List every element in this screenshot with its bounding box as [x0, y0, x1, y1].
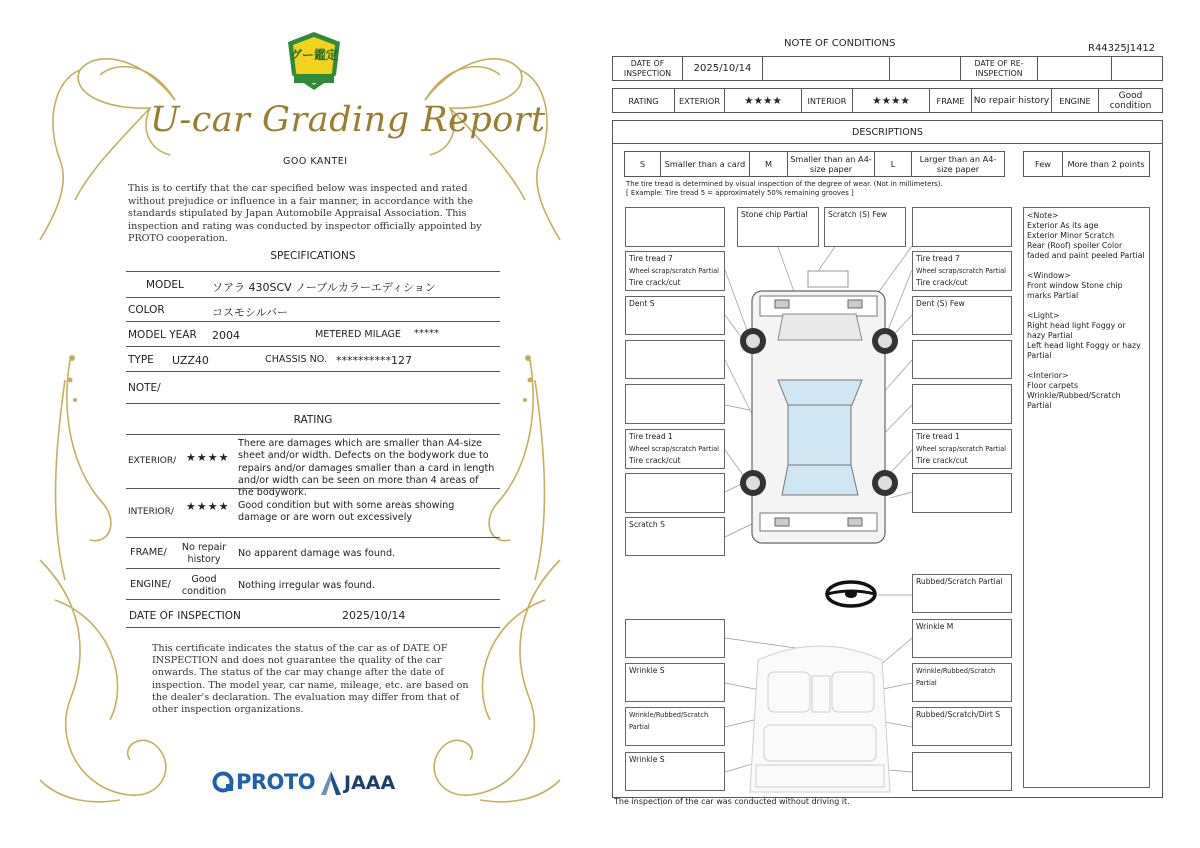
- interior-stars: ★★★★: [186, 500, 230, 513]
- interior-layout: [750, 646, 890, 792]
- model-label: MODEL: [146, 279, 184, 291]
- note-of-conditions-sheet: [600, 0, 1200, 848]
- car-top-view: [740, 271, 898, 543]
- exterior-label: EXTERIOR/: [128, 456, 177, 466]
- exterior-description: There are damages which are smaller than A4-size sheet and/or width. Defects on the bodywork due to repairs and/or damages smaller than a card in length and/or width can be seen on more than 4 areas of the bodywork.: [238, 438, 495, 499]
- callout-front-left-tire: Tire tread 7 Wheel scrap/scratch Partial Tire crack/cut: [625, 251, 725, 291]
- interior-description: Good condition but with some areas showing damage or are worn out excessively: [238, 500, 455, 524]
- callout-wrinkle-s: Wrinkle S: [625, 663, 725, 702]
- frame-value: No repair history: [181, 542, 227, 565]
- steering-wheel-icon: [827, 582, 875, 606]
- rule: [126, 346, 500, 347]
- certificate-subtitle: GOO KANTEI: [283, 156, 348, 167]
- callout-box: [912, 384, 1012, 424]
- callout-box: [912, 473, 1012, 513]
- rule: [126, 488, 500, 489]
- chassis-label: CHASSIS NO.: [265, 354, 328, 365]
- legend-s: S: [625, 152, 661, 176]
- date-value: 2025/10/14: [683, 57, 763, 80]
- frame-value: No repair history: [972, 89, 1052, 112]
- model-value: ソアラ 430SCV ノーブルカラーエディション: [212, 281, 436, 294]
- engine-label: ENGINE/: [130, 579, 171, 590]
- callout-box: [625, 619, 725, 658]
- callout-rubbed-dirt: Rubbed/Scratch/Dirt S: [912, 707, 1012, 746]
- frame-label: FRAME: [930, 89, 972, 112]
- jaaa-mark-icon: [320, 770, 342, 796]
- goo-kantei-badge: [286, 30, 342, 92]
- interior-label: INTERIOR/: [128, 507, 174, 517]
- callout-rear-right-tire: Tire tread 1 Wheel scrap/scratch Partial Tire crack/cut: [912, 429, 1012, 469]
- tread-note: The tire tread is determined by visual inspection of the degree of wear. (Not in millimeters).: [626, 180, 943, 188]
- callout-box: [625, 384, 725, 424]
- callout-front-right-tire: Tire tread 7 Wheel scrap/scratch Partial Tire crack/cut: [912, 251, 1012, 291]
- sheet-title: NOTE OF CONDITIONS: [784, 38, 896, 49]
- legend-s-text: Smaller than a card: [661, 152, 750, 176]
- rule: [126, 321, 500, 322]
- type-label: TYPE: [128, 354, 154, 366]
- callout-scratch-few: Scratch (S) Few: [824, 207, 906, 247]
- rule: [126, 271, 500, 272]
- rule: [126, 434, 500, 435]
- interior-label: INTERIOR: [802, 89, 853, 112]
- legend-m-text: Smaller than an A4-size paper: [788, 152, 875, 176]
- certificate-intro: This is to certify that the car specified below was inspected and rated without prejudice or influence in a fair manner, in accordance with the standards stipulated by Japan Automobile Appraisal Association. This inspection and rating was conducted by inspector officially appointed by PROTO cooperation.: [128, 183, 482, 245]
- rule: [126, 568, 500, 569]
- rule: [126, 627, 500, 628]
- metered-mileage-label: METERED MILAGE: [315, 329, 401, 340]
- model-year-value: 2004: [212, 329, 240, 342]
- callout-wrs-right: Wrinkle/Rubbed/Scratch Partial: [912, 663, 1012, 702]
- engine-label: ENGINE: [1052, 89, 1099, 112]
- certificate-footer: This certificate indicates the status of the car as of DATE OF INSPECTION and does not guarantee the quality of the car onwards. The status of the car may change after the date of inspection. The model year, car name, mileage, etc. are based on the dealer's declaration. The evaluation may differ from that of other inspection organizations.: [152, 643, 469, 716]
- exterior-stars: ★★★★: [725, 89, 802, 112]
- date-of-inspection-label: DATE OF INSPECTION: [129, 610, 241, 622]
- callout-wrinkle-m: Wrinkle M: [912, 619, 1012, 658]
- legend-m: M: [750, 152, 788, 176]
- engine-description: Nothing irregular was found.: [238, 580, 375, 591]
- reference-number: R44325J1412: [1088, 43, 1156, 54]
- jaaa-logo: [320, 770, 395, 796]
- engine-value: Good condition: [1109, 90, 1152, 111]
- color-value: コスモシルバー: [212, 306, 288, 319]
- rule: [126, 403, 500, 404]
- metered-mileage-value: *****: [414, 328, 439, 339]
- certificate-title: U-car Grading Report: [150, 100, 546, 140]
- descriptions-heading: DESCRIPTIONS: [612, 120, 1163, 144]
- legend-l-text: Larger than an A4-size paper: [919, 154, 997, 174]
- callout-rear-left-tire: Tire tread 1 Wheel scrap/scratch Partial Tire crack/cut: [625, 429, 725, 469]
- callout-dent-few: Dent (S) Few: [912, 296, 1012, 335]
- callout-box: [625, 207, 725, 247]
- callout-box: [625, 340, 725, 379]
- callout-steering: Rubbed/Scratch Partial: [912, 574, 1012, 613]
- rule: [126, 297, 500, 298]
- date-of-inspection-value: 2025/10/14: [342, 609, 406, 622]
- proto-mark-icon: [212, 770, 236, 794]
- date-label: DATE OF INSPECTION: [613, 57, 683, 80]
- rule: [126, 371, 500, 372]
- color-label: COLOR: [128, 304, 165, 316]
- proto-logo-text: PROTO: [236, 770, 316, 794]
- frame-label: FRAME/: [130, 547, 167, 558]
- rating-label: RATING: [613, 89, 675, 112]
- model-year-label: MODEL YEAR: [128, 329, 197, 341]
- callout-box: [625, 473, 725, 513]
- legend-few: Few: [1024, 152, 1063, 176]
- rule: [126, 599, 500, 600]
- callout-dent-s: Dent S: [625, 296, 725, 335]
- proto-logo: [212, 770, 315, 794]
- reinspection-label: DATE OF RE-INSPECTION: [961, 57, 1038, 80]
- tread-example: [ Example: Tire tread 5 = approximately 50% remaining grooves ]: [626, 189, 854, 197]
- legend-few-text: More than 2 points: [1067, 159, 1145, 169]
- exterior-stars: ★★★★: [186, 451, 230, 464]
- note-label: NOTE/: [128, 382, 161, 394]
- legend-l: L: [875, 152, 912, 176]
- rating-heading: RATING: [293, 414, 333, 426]
- specifications-heading: SPECIFICATIONS: [270, 250, 356, 262]
- callout-stone-chip: Stone chip Partial: [737, 207, 819, 247]
- callout-box: [912, 752, 1012, 791]
- type-value: UZZ40: [172, 354, 209, 367]
- chassis-value: **********127: [336, 354, 412, 367]
- jaaa-logo-text: JAAA: [344, 772, 396, 794]
- notes-box: <Note> Exterior As its age Exterior Minor Scratch Rear (Roof) spoiler Color faded and paint peeled Partial <Window> Front window Stone chip marks Partial <Light> Right head light Foggy or hazy Partial Left head light Foggy or hazy Partial <Interior> Floor carpets Wrinkle/Rubbed/Scratch Partial: [1023, 207, 1150, 788]
- exterior-label: EXTERIOR: [675, 89, 725, 112]
- callout-wrinkle-s-2: Wrinkle S: [625, 752, 725, 791]
- callout-box: [912, 207, 1012, 247]
- badge-label: グー鑑定: [289, 48, 338, 62]
- callout-wrs-left: Wrinkle/Rubbed/Scratch Partial: [625, 707, 725, 746]
- frame-description: No apparent damage was found.: [238, 548, 396, 559]
- callout-scratch-s: Scratch S: [625, 517, 725, 556]
- engine-value: Good condition: [181, 574, 227, 597]
- callout-box: [912, 340, 1012, 379]
- sheet-footer: The inspection of the car was conducted without driving it.: [614, 797, 850, 806]
- interior-stars: ★★★★: [853, 89, 930, 112]
- rule: [126, 537, 500, 538]
